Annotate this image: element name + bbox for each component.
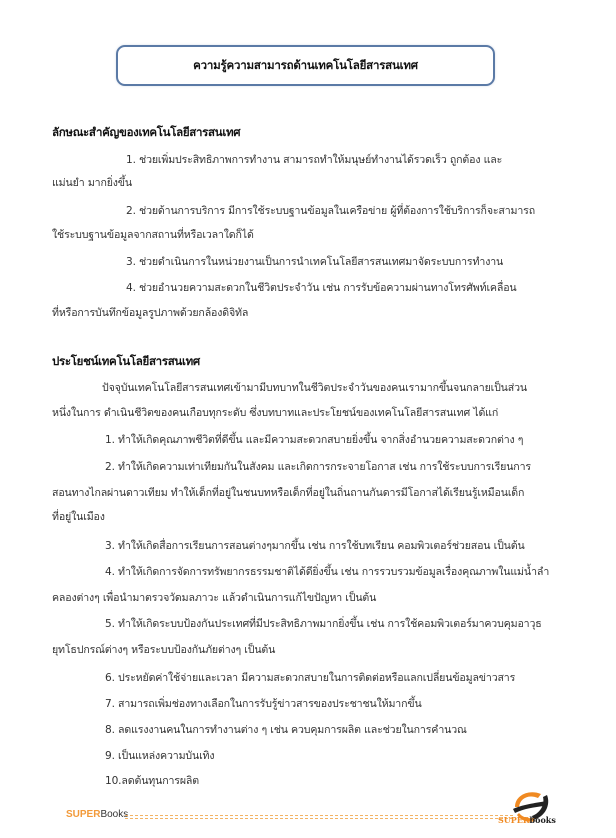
- paragraph-line: ยุทโธปกรณ์ต่างๆ หรือระบบป้องกันภัยต่างๆ เป็นต้น: [52, 644, 276, 656]
- document-title: ความรู้ความสามารถด้านเทคโนโลยีสารสนเทศ: [193, 57, 418, 72]
- paragraph-line: 7. สามารถเพิ่มช่องทางเลือกในการรับรู้ข่าวสารของประชาชนให้มากขึ้น: [105, 698, 422, 710]
- paragraph-line: 9. เป็นแหล่งความบันเทิง: [105, 750, 215, 762]
- paragraph-line: 3. ทำให้เกิดสื่อการเรียนการสอนต่างๆมากขึ้น เช่น การใช้บทเรียน คอมพิวเตอร์ช่วยสอน เป็นต้น: [105, 540, 525, 552]
- paragraph-line: 2. ทำให้เกิดความเท่าเทียมกันในสังคม และเกิดการกระจายโอกาส เช่น การใช้ระบบการเรียนการ: [105, 461, 531, 473]
- paragraph-line: 8. ลดแรงงานคนในการทำงานต่าง ๆ เช่น ควบคุมการผลิต และช่วยในการคำนวณ: [105, 724, 467, 736]
- paragraph-line: 4. ทำให้เกิดการจัดการทรัพยากรธรรมชาติได้ดียิ่งขึ้น เช่น การรวบรวมข้อมูลเรื่องคุณภาพในแม่น้ำลำ: [105, 566, 550, 578]
- paragraph-line: 2. ช่วยด้านการบริการ มีการใช้ระบบฐานข้อมูลในเครือข่าย ผู้ที่ต้องการใช้บริการก็จะสามารถ: [126, 205, 535, 217]
- paragraph-line: ใช้ระบบฐานข้อมูลจากสถานที่หรือเวลาใดก็ได้: [52, 229, 254, 241]
- title-box: [116, 45, 495, 86]
- section-heading-characteristics: ลักษณะสำคัญของเทคโนโลยีสารสนเทศ: [52, 125, 241, 139]
- paragraph-line: 1. ช่วยเพิ่มประสิทธิภาพการทำงาน สามารถทำให้มนุษย์ทำงานได้รวดเร็ว ถูกต้อง และ: [126, 154, 503, 166]
- section-heading-benefits: ประโยชน์เทคโนโลยีสารสนเทศ: [52, 354, 200, 368]
- paragraph-line: 1. ทำให้เกิดคุณภาพชีวิตที่ดีขึ้น และมีความสะดวกสบายยิ่งขึ้น จากสิ่งอำนวยความสะดวกต่าง ๆ: [105, 434, 524, 446]
- paragraph-line: 10.ลดต้นทุนการผลิต: [105, 775, 199, 787]
- paragraph-line: 6. ประหยัดค่าใช้จ่ายและเวลา มีความสะดวกสบายในการติดต่อหรือแลกเปลี่ยนข้อมูลข่าวสาร: [105, 672, 516, 684]
- footer-brand-books: Books: [100, 809, 129, 820]
- paragraph-line: ที่หรือการบันทึกข้อมูลรูปภาพด้วยกล้องดิจิทัล: [52, 307, 249, 319]
- paragraph-line: ที่อยู่ในเมือง: [52, 511, 105, 523]
- paragraph-line: คลองต่างๆ เพื่อนำมาตรวจวัดมลภาวะ แล้วดำเนินการแก้ไขปัญหา เป็นต้น: [52, 592, 377, 604]
- paragraph-line: หนึ่งในการ ดำเนินชีวิตของคนเกือบทุกระดับ ซึ่งบทบาทและประโยชน์ของเทคโนโลยีสารสนเทศ ได้แก่: [52, 407, 499, 419]
- paragraph-line: 5. ทำให้เกิดระบบป้องกันประเทศที่มีประสิทธิภาพมากยิ่งขึ้น เช่น การใช้คอมพิวเตอร์มาควบคุมอาวุธ: [105, 618, 542, 630]
- footer-brand: [66, 809, 128, 820]
- paragraph-line: ปัจจุบันเทคโนโลยีสารสนเทศเข้ามามีบทบาทในชีวิตประจำวันของคนเรามากขึ้นจนกลายเป็นส่วน: [102, 382, 527, 394]
- footer-brand-super: SUPER: [66, 809, 101, 820]
- logo-wordmark: SUPERbooks: [498, 815, 556, 825]
- footer-divider: [125, 815, 513, 819]
- paragraph-line: สอนทางไกลผ่านดาวเทียม ทำให้เด็กที่อยู่ในชนบทหรือเด็กที่อยู่ในถิ่นถานกันดารมีโอกาสได้เรียนรู้เหมือนเด็ก: [52, 487, 525, 499]
- paragraph-line: 4. ช่วยอำนวยความสะดวกในชีวิตประจำวัน เช่น การรับข้อความผ่านทางโทรศัพท์เคลื่อน: [126, 282, 517, 294]
- paragraph-line: 3. ช่วยดำเนินการในหน่วยงานเป็นการนำเทคโนโลยีสารสนเทศมาจัดระบบการทำงาน: [126, 256, 504, 268]
- paragraph-line: แม่นยำ มากยิ่งขึ้น: [52, 177, 132, 189]
